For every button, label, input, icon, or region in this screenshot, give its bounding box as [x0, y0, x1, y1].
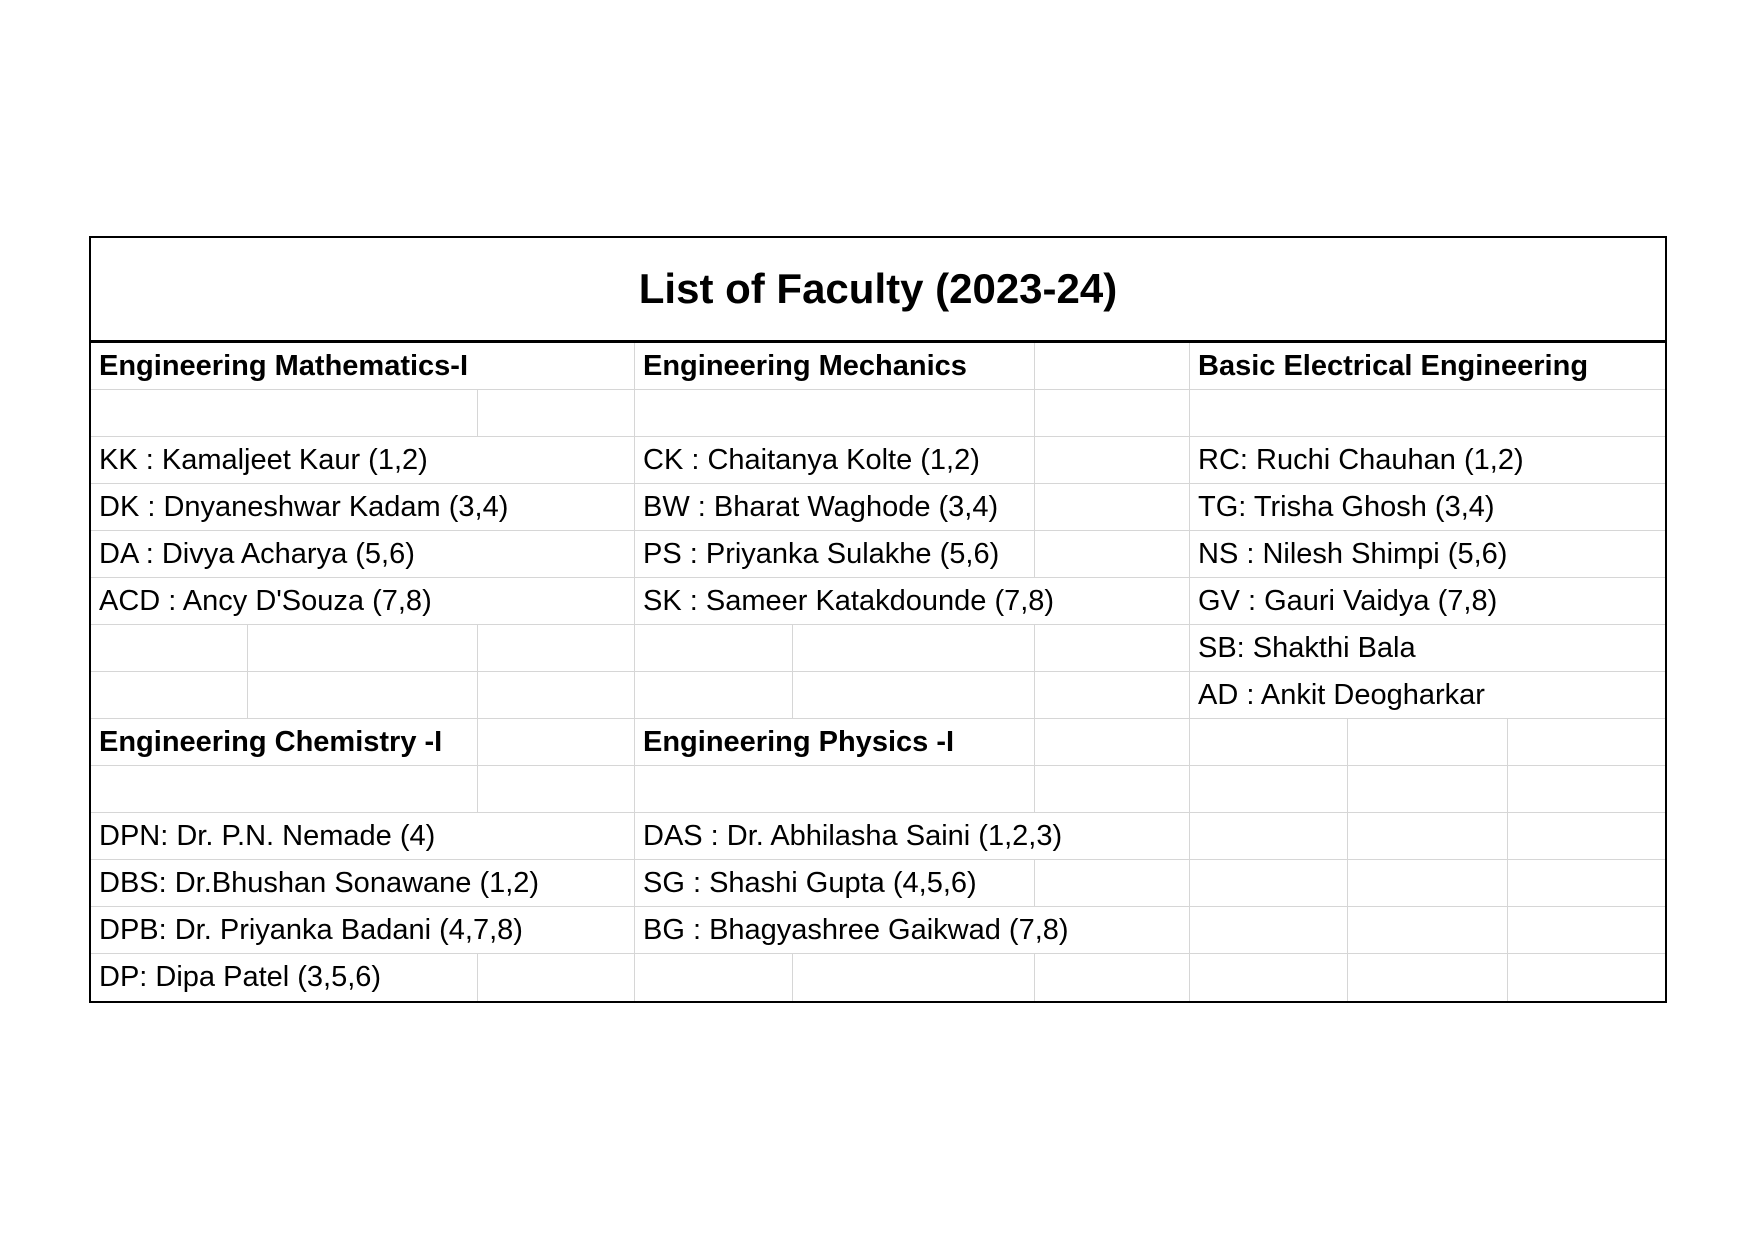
faculty-priyanka-badani: DPB: Dr. Priyanka Badani (4,7,8) — [91, 907, 635, 954]
empty-cell — [1348, 860, 1508, 907]
faculty-table — [89, 236, 1667, 1003]
faculty-chaitanya-kolte: CK : Chaitanya Kolte (1,2) — [635, 437, 1035, 484]
faculty-ankit-deogharkar: AD : Ankit Deogharkar — [1190, 672, 1665, 719]
faculty-shakthi-bala: SB: Shakthi Bala — [1190, 625, 1665, 672]
empty-cell — [1035, 719, 1190, 766]
faculty-ruchi-chauhan: RC: Ruchi Chauhan (1,2) — [1190, 437, 1665, 484]
empty-cell — [1190, 719, 1348, 766]
empty-cell — [1190, 766, 1348, 813]
empty-cell — [1508, 907, 1665, 954]
faculty-divya-acharya: DA : Divya Acharya (5,6) — [91, 531, 635, 578]
empty-cell — [1035, 672, 1190, 719]
faculty-kamaljeet-kaur: KK : Kamaljeet Kaur (1,2) — [91, 437, 635, 484]
faculty-abhilasha-saini: DAS : Dr. Abhilasha Saini (1,2,3) — [635, 813, 1190, 860]
empty-cell — [1348, 766, 1508, 813]
empty-cell — [635, 766, 1035, 813]
faculty-dipa-patel: DP: Dipa Patel (3,5,6) — [91, 954, 478, 1001]
faculty-nilesh-shimpi: NS : Nilesh Shimpi (5,6) — [1190, 531, 1665, 578]
empty-cell — [478, 954, 635, 1001]
empty-cell — [635, 625, 793, 672]
empty-cell — [91, 766, 478, 813]
faculty-sameer-katakdounde: SK : Sameer Katakdounde (7,8) — [635, 578, 1190, 625]
faculty-bhushan-sonawane: DBS: Dr.Bhushan Sonawane (1,2) — [91, 860, 635, 907]
empty-cell — [248, 625, 478, 672]
empty-cell — [1508, 954, 1665, 1001]
empty-cell — [91, 672, 248, 719]
subject-header-engineering-mechanics: Engineering Mechanics — [635, 343, 1035, 390]
subject-header-engineering-mathematics-1: Engineering Mathematics-I — [91, 343, 635, 390]
empty-cell — [1190, 907, 1348, 954]
empty-cell — [1348, 719, 1508, 766]
empty-cell — [1035, 390, 1190, 437]
empty-cell — [793, 672, 1035, 719]
empty-cell — [793, 625, 1035, 672]
subject-header-engineering-chemistry-1: Engineering Chemistry -I — [91, 719, 478, 766]
subject-header-basic-electrical-engineering: Basic Electrical Engineering — [1190, 343, 1665, 390]
empty-cell — [1035, 484, 1190, 531]
empty-cell — [1190, 390, 1665, 437]
empty-cell — [1508, 860, 1665, 907]
empty-cell — [1348, 907, 1508, 954]
empty-cell — [1190, 813, 1348, 860]
empty-cell — [478, 766, 635, 813]
faculty-gauri-vaidya: GV : Gauri Vaidya (7,8) — [1190, 578, 1665, 625]
empty-cell — [1190, 860, 1348, 907]
empty-cell — [1035, 625, 1190, 672]
empty-cell — [91, 625, 248, 672]
empty-cell — [1035, 531, 1190, 578]
empty-cell — [1035, 954, 1190, 1001]
empty-cell — [1508, 766, 1665, 813]
empty-cell — [1035, 860, 1190, 907]
faculty-priyanka-sulakhe: PS : Priyanka Sulakhe (5,6) — [635, 531, 1035, 578]
faculty-trisha-ghosh: TG: Trisha Ghosh (3,4) — [1190, 484, 1665, 531]
empty-cell — [91, 390, 478, 437]
faculty-bharat-waghode: BW : Bharat Waghode (3,4) — [635, 484, 1035, 531]
faculty-dnyaneshwar-kadam: DK : Dnyaneshwar Kadam (3,4) — [91, 484, 635, 531]
empty-cell — [478, 390, 635, 437]
empty-cell — [1348, 813, 1508, 860]
empty-cell — [1035, 766, 1190, 813]
empty-cell — [1035, 437, 1190, 484]
faculty-bhagyashree-gaikwad: BG : Bhagyashree Gaikwad (7,8) — [635, 907, 1190, 954]
empty-cell — [635, 672, 793, 719]
faculty-ancy-dsouza: ACD : Ancy D'Souza (7,8) — [91, 578, 635, 625]
empty-cell — [793, 954, 1035, 1001]
table-title: List of Faculty (2023-24) — [91, 238, 1665, 343]
empty-cell — [478, 672, 635, 719]
faculty-pn-nemade: DPN: Dr. P.N. Nemade (4) — [91, 813, 635, 860]
subject-header-engineering-physics-1: Engineering Physics -I — [635, 719, 1035, 766]
empty-cell — [635, 390, 1035, 437]
empty-cell — [1508, 719, 1665, 766]
empty-cell — [1190, 954, 1348, 1001]
empty-cell — [1348, 954, 1508, 1001]
empty-cell — [248, 672, 478, 719]
empty-cell — [478, 625, 635, 672]
faculty-shashi-gupta: SG : Shashi Gupta (4,5,6) — [635, 860, 1035, 907]
empty-cell — [1035, 343, 1190, 390]
empty-cell — [635, 954, 793, 1001]
empty-cell — [478, 719, 635, 766]
empty-cell — [1508, 813, 1665, 860]
